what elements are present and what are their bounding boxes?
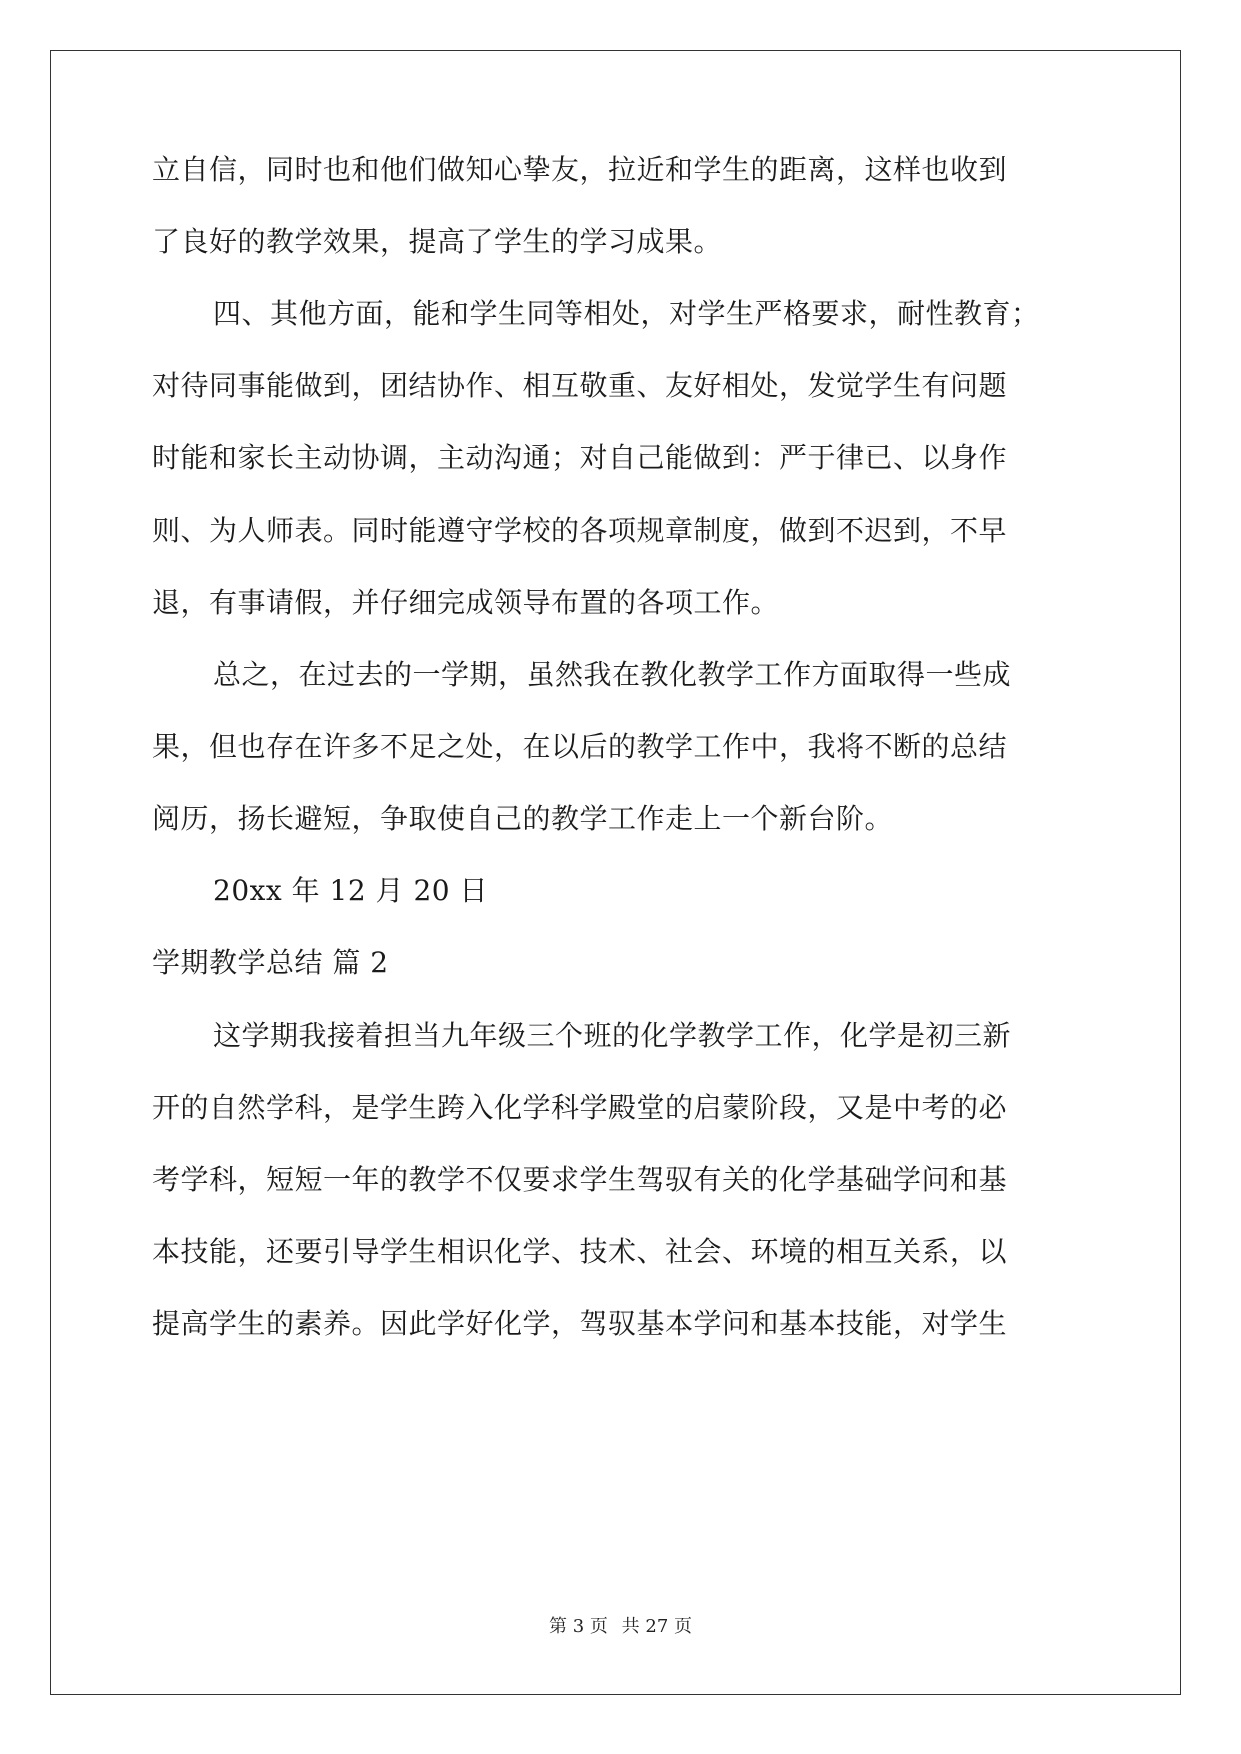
page-number: 第 3 页 [549, 1616, 608, 1637]
body-line: 提高学生的素养。因此学好化学，驾驭基本学问和基本技能，对学生 [152, 1307, 1008, 1340]
body-line: 考学科，短短一年的教学不仅要求学生驾驭有关的化学基础学问和基 [152, 1163, 1008, 1196]
body-line: 则、为人师表。同时能遵守学校的各项规章制度，做到不迟到，不早 [152, 514, 1008, 547]
page-total: 共 27 页 [621, 1616, 692, 1637]
body-line: 对待同事能做到，团结协作、相互敬重、友好相处，发觉学生有问题 [152, 369, 1008, 402]
body-line: 开的自然学科，是学生跨入化学科学殿堂的启蒙阶段，又是中考的必 [152, 1091, 1008, 1124]
page-footer [0, 1616, 1241, 1638]
body-line: 时能和家长主动协调，主动沟通；对自己能做到：严于律已、以身作 [152, 441, 1008, 474]
paragraph-start-line: 四、其他方面，能和学生同等相处，对学生严格要求，耐性教育； [213, 297, 1040, 330]
date-line: 20xx 年 12 月 20 日 [213, 874, 488, 907]
body-line: 本技能，还要引导学生相识化学、技术、社会、环境的相互关系，以 [152, 1235, 1008, 1268]
body-line: 退，有事请假，并仔细完成领导布置的各项工作。 [152, 586, 780, 619]
paragraph-start-line: 总之，在过去的一学期，虽然我在教化教学工作方面取得一些成 [213, 658, 1012, 691]
section-heading: 学期教学总结 篇 2 [152, 946, 389, 979]
body-line: 了良好的教学效果，提高了学生的学习成果。 [152, 225, 723, 258]
paragraph-start-line: 这学期我接着担当九年级三个班的化学教学工作，化学是初三新 [213, 1019, 1012, 1052]
body-line: 阅历，扬长避短，争取使自己的教学工作走上一个新台阶。 [152, 802, 894, 835]
body-line: 立自信，同时也和他们做知心挚友，拉近和学生的距离，这样也收到 [152, 153, 1008, 186]
body-line: 果，但也存在许多不足之处，在以后的教学工作中，我将不断的总结 [152, 730, 1008, 763]
